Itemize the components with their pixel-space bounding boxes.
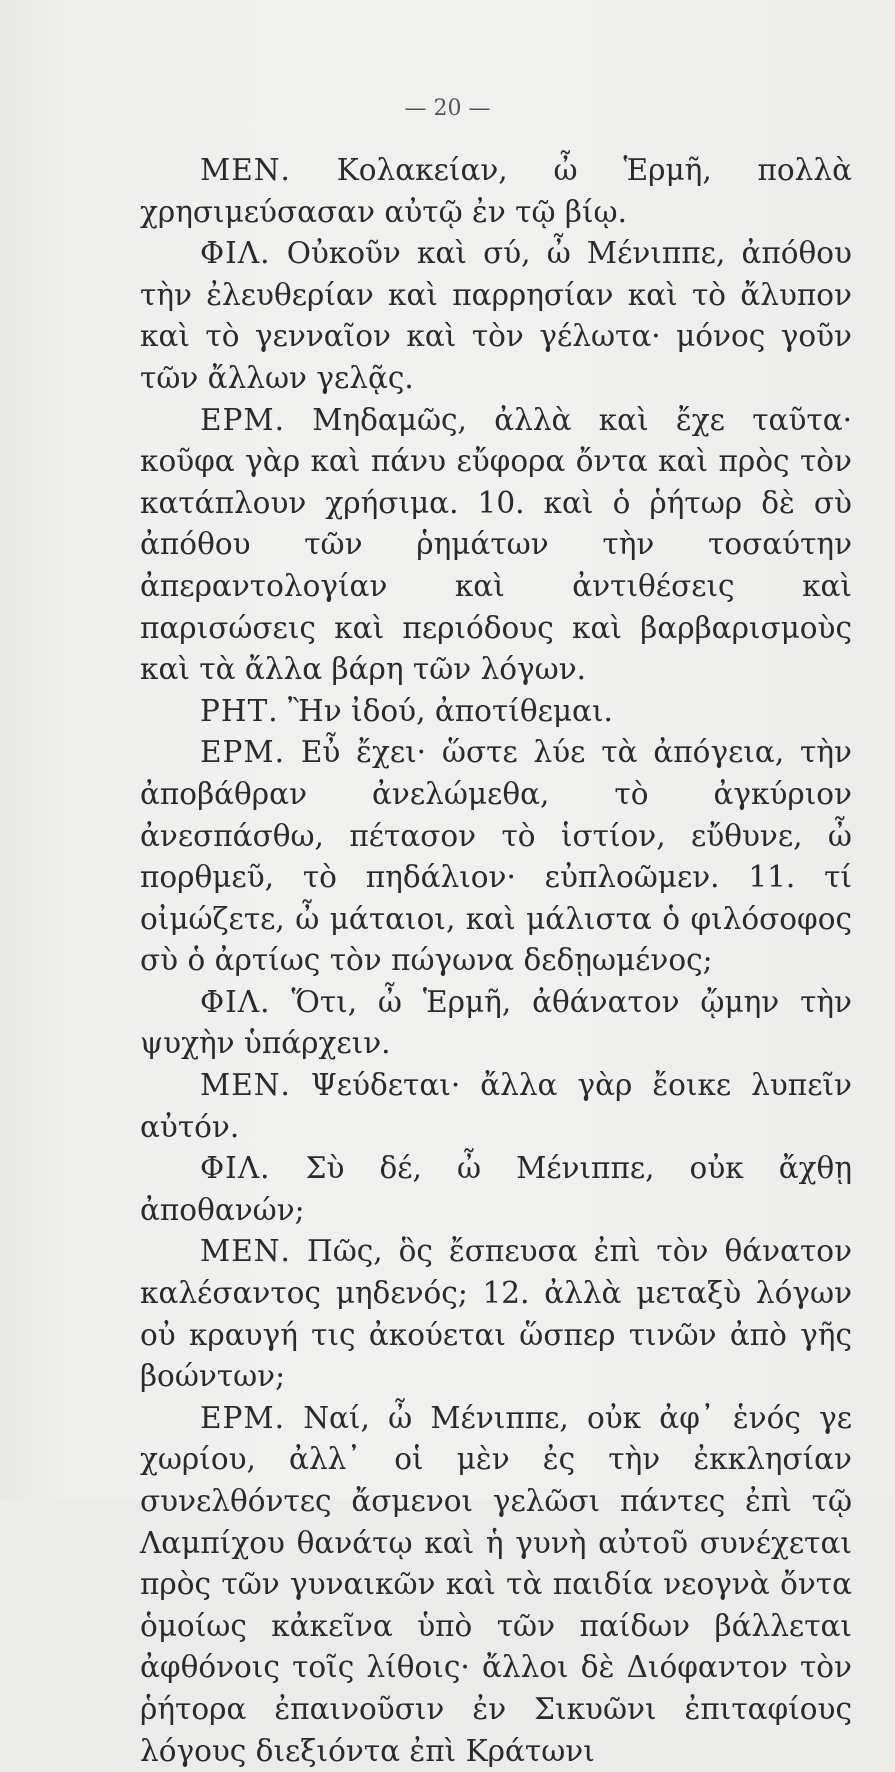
speaker-label: ΜΕΝ.: [200, 1068, 291, 1103]
paragraph: [140, 982, 852, 1065]
paragraph-text: Ψεύδεται· ἄλλα γὰρ ἔοικε λυπεῖν αὐτόν.: [140, 1068, 852, 1144]
paragraph: [140, 1065, 852, 1148]
paragraph: [140, 1398, 852, 1772]
paragraph-text: Κολακείαν, ὦ Ἑρμῆ, πολλὰ χρησιμεύσασαν αὐτῷ ἐν τῷ βίῳ.: [140, 153, 852, 229]
speaker-label: ΜΕΝ.: [200, 153, 291, 187]
paragraph-text: Ὅτι, ὦ Ἑρμῆ, ἀθάνατον ᾤμην τὴν ψυχὴν ὑπάρχειν.: [140, 984, 852, 1061]
paragraph: [140, 150, 852, 233]
paragraph-text: Ἢν ἰδού, ἀποτίθεμαι.: [288, 693, 613, 728]
speaker-label: ΦΙΛ.: [200, 984, 271, 1019]
speaker-label: ΕΡΜ.: [200, 402, 285, 437]
paragraph: [140, 400, 852, 691]
speaker-label: ΜΕΝ.: [200, 1234, 291, 1269]
speaker-label: ΦΙΛ.: [200, 236, 271, 271]
paragraph: [140, 1148, 852, 1231]
page-number: — 20 —: [404, 96, 491, 121]
paragraph: [140, 1231, 852, 1397]
paragraph: [140, 691, 852, 733]
paragraph: [140, 233, 852, 399]
dialogue-text: [140, 150, 852, 1772]
speaker-label: ΕΡΜ.: [200, 735, 285, 770]
paragraph-text: Ναί, ὦ Μένιππε, οὐκ ἀφ᾽ ἑνός γε χωρίου, ἀλλ᾽ οἱ μὲν ἐς τὴν ἐκκλησίαν συνελθόντες ἄσμενοι γελῶσι πάντες ἐπὶ τῷ Λαμπίχου θανάτῳ καὶ ἡ γυνὴ αὐτοῦ συνέχεται πρὸς τῶν γυναικῶν καὶ τὰ παιδία νεογνὰ ὄντα ὁμοίως κἀκεῖνα ὑπὸ τῶν παίδων βάλλεται ἀφθόνοις τοῖς λίθοις· ἄλλοι δὲ Διόφαντον τὸν ῥήτορα ἐπαινοῦσιν ἐν Σικυῶνι ἐπιταφίους λόγους διεξιόντα ἐπὶ Κράτωνι: [140, 1400, 852, 1768]
paragraph-text: Πῶς, ὃς ἔσπευσα ἐπὶ τὸν θάνατον καλέσαντος μηδενός; 12. ἀλλὰ μεταξὺ λόγων οὐ κραυγή τις ἀκούεται ὥσπερ τινῶν ἀπὸ γῆς βοώντων;: [140, 1234, 852, 1394]
speaker-label: ΦΙΛ.: [200, 1151, 271, 1186]
speaker-label: ΕΡΜ.: [200, 1400, 285, 1435]
paragraph-text: Οὐκοῦν καὶ σύ, ὦ Μένιππε, ἀπόθου τὴν ἐλευθερίαν καὶ παρρησίαν καὶ τὸ ἄλυπον καὶ τὸ γενναῖον καὶ τὸν γέλωτα· μόνος γοῦν τῶν ἄλλων γελᾷς.: [140, 236, 852, 395]
speaker-label: ΡΗΤ.: [200, 693, 279, 728]
paragraph: [140, 732, 852, 982]
paragraph-text: Μηδαμῶς, ἀλλὰ καὶ ἔχε ταῦτα· κοῦφα γὰρ καὶ πάνυ εὔφορα ὄντα καὶ πρὸς τὸν κατάπλουν χρήσιμα. 10. καὶ ὁ ῥήτωρ δὲ σὺ ἀπόθου τῶν ῥημάτων τὴν τοσαύτην ἀπεραντολογίαν καὶ ἀντιθέσεις καὶ παρισώσεις καὶ περιόδους καὶ βαρβαρισμοὺς καὶ τὰ ἄλλα βάρη τῶν λόγων.: [140, 402, 852, 687]
paragraph-text: Εὖ ἔχει· ὥστε λύε τὰ ἀπόγεια, τὴν ἀποβάθραν ἀνελώμεθα, τὸ ἀγκύριον ἀνεσπάσθω, πέτασον τὸ ἱστίον, εὔθυνε, ὦ πορθμεῦ, τὸ πηδάλιον· εὐπλοῶμεν. 11. τί οἰμώζετε, ὦ μάταιοι, καὶ μάλιστα ὁ φιλόσοφος σὺ ὁ ἀρτίως τὸν πώγωνα δεδῃωμένος;: [140, 735, 852, 978]
paragraph-text: Σὺ δέ, ὦ Μένιππε, οὐκ ἄχθῃ ἀποθανών;: [140, 1151, 852, 1227]
